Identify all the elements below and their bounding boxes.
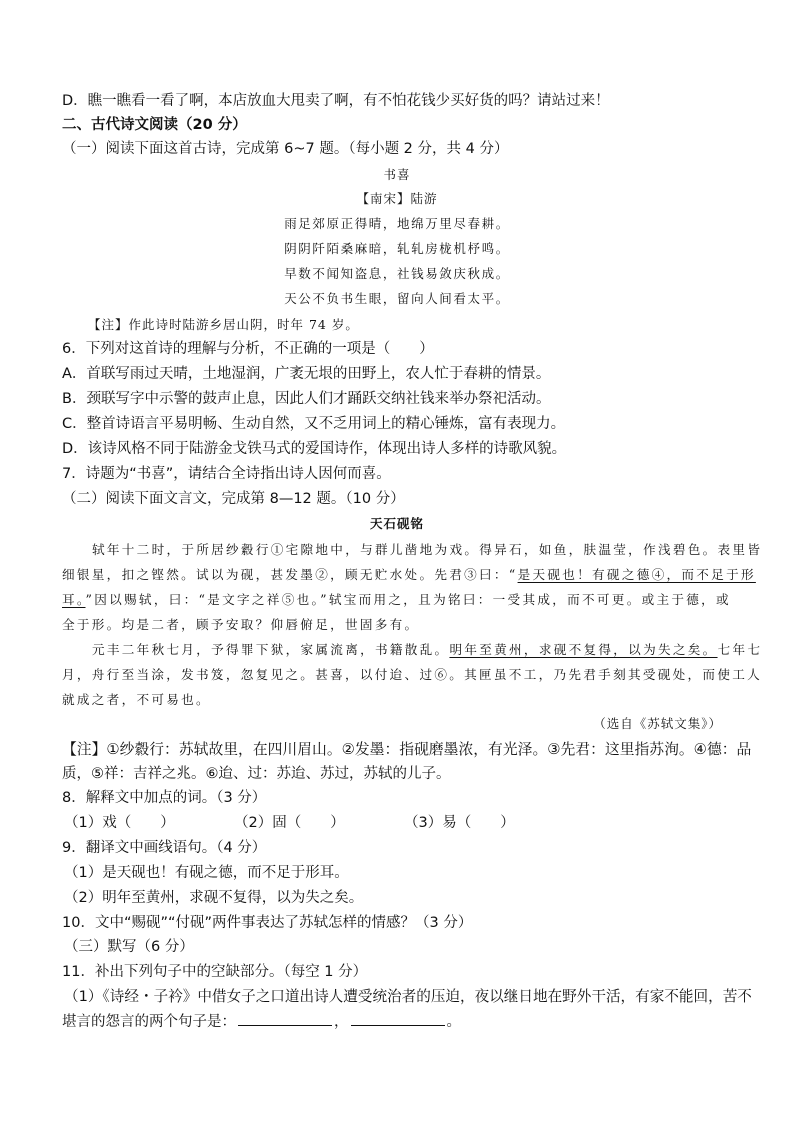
question-11: 11．补出下列句子中的空缺部分。（每空 1 分） — [62, 964, 368, 980]
q6-option-b: B．颈联写字中示警的鼓声止息，因此人们才踊跃交纳社钱来举办祭祀活动。 — [62, 391, 551, 407]
q9-item: （2）明年至黄州，求砚不复得，以为失之矣。 — [64, 890, 364, 906]
passage-note: 【注】①纱縠行：苏轼故里，在四川眉山。②发墨：指砚磨墨浓，有光泽。③先君：这里指苏洵。④德：品 — [62, 741, 752, 758]
option-d-line: D．瞧一瞧看一看了啊，本店放血大甩卖了啊，有不怕花钱少买好货的吗？请站过来！ — [62, 93, 610, 109]
q8-item: （3）易（ ） — [404, 815, 515, 831]
passage-line: 全于形。均是二者，顾予安取？仰唇俯足，世固多有。 — [62, 617, 420, 632]
passage-line: 元丰二年秋七月，予得罪下狱，家属流离，书籍散乱。明年至黄州，求砚不复得，以为失之矣。七年七 — [92, 642, 763, 657]
q9-item: （1）是天砚也！有砚之德，而不足于形耳。 — [64, 865, 349, 881]
question-6: 6．下列对这首诗的理解与分析，不正确的一项是（ ） — [62, 341, 434, 357]
poem-line: 天公不负书生眼，留向人间看太平。 — [284, 291, 510, 306]
poem-line: 雨足郊原正得晴，地绵万里尽春耕。 — [284, 216, 510, 231]
underlined-sentence: 明年至黄州，求砚不复得，以为失之矣。 — [449, 642, 718, 657]
q8-item: （2）固（ ） — [234, 815, 345, 831]
passage-line: 耳。”因以赐轼，曰：“是文字之祥⑤也。”轼宝而用之，且为铭曰：一受其成，而不可更。或主于德，或 — [62, 592, 731, 607]
poem-title: 书喜 — [383, 167, 411, 182]
answer-blank[interactable] — [351, 1013, 445, 1026]
part1-intro: （一）阅读下面这首古诗，完成第 6~7 题。（每小题 2 分，共 4 分） — [62, 141, 509, 157]
q11-item-1: （1）《诗经・子衿》中借女子之口道出诗人遭受统治者的压迫，夜以继日地在野外干活，有家不能回，苦不 — [64, 988, 752, 1005]
poem-line: 早数不闻知盗息，社钱易敛庆秋成。 — [284, 266, 510, 281]
q8-item: （1）戏（ ） — [64, 815, 175, 831]
part3-intro: （三）默写（6 分） — [64, 939, 194, 955]
section-title: 二、古代诗文阅读（20 分） — [62, 117, 247, 133]
underlined-sentence: 耳。 — [62, 592, 86, 607]
answer-blank[interactable] — [238, 1013, 332, 1026]
passage-line: 轼年十二时，于所居纱縠行①宅隙地中，与群儿凿地为戏。得异石，如鱼，肤温莹，作浅碧色。表里皆 — [92, 542, 763, 557]
question-9: 9．翻译文中画线语句。（4 分） — [62, 840, 267, 856]
passage-line: 就成之者，不可易也。 — [62, 692, 211, 707]
passage-title: 天石砚铭 — [369, 516, 424, 531]
question-7: 7．诗题为“书喜”，请结合全诗指出诗人因何而喜。 — [62, 466, 391, 482]
passage-source: （选自《苏轼文集》） — [593, 716, 722, 731]
q11-item-1-answer-line: 堪言的怨言的两个句子是： ， 。 — [62, 1014, 461, 1030]
question-10: 10．文中“赐砚”“付砚”两件事表达了苏轼怎样的情感？（3 分） — [62, 915, 473, 931]
poem-line: 阴阴阡陌桑麻暗，轧轧房栊机杼鸣。 — [284, 241, 510, 256]
passage-line: 细银星，扣之铿然。试以为砚，甚发墨②，顾无贮水处。先君③曰：“是天砚也！有砚之德④，而不足于形 — [62, 567, 756, 582]
part2-intro: （二）阅读下面文言文，完成第 8—12 题。（10 分） — [62, 491, 405, 507]
q6-option-c: C．整首诗语言平易明畅、生动自然，又不乏用词上的精心锤炼，富有表现力。 — [62, 416, 566, 432]
passage-note: 质，⑤祥：吉祥之兆。⑥迨、过：苏迨、苏过，苏轼的儿子。 — [62, 766, 451, 782]
underlined-sentence: 是天砚也！有砚之德④，而不足于形 — [517, 567, 756, 582]
question-8: 8．解释文中加点的词。（3 分） — [62, 790, 267, 806]
poem-author: 【南宋】陆游 — [356, 191, 438, 206]
passage-line: 月，舟行至当涂，发书笈，忽复见之。甚喜，以付迨、过⑥。其匣虽不工，乃先君手刻其受砚处，而使工人 — [62, 667, 763, 682]
q6-option-a: A．首联写雨过天晴，土地湿润，广袤无垠的田野上，农人忙于春耕的情景。 — [62, 366, 551, 382]
poem-note: 【注】作此诗时陆游乡居山阴，时年 74 岁。 — [88, 317, 359, 332]
q6-option-d: D．该诗风格不同于陆游金戈铁马式的爱国诗作，体现出诗人多样的诗歌风貌。 — [62, 441, 567, 457]
